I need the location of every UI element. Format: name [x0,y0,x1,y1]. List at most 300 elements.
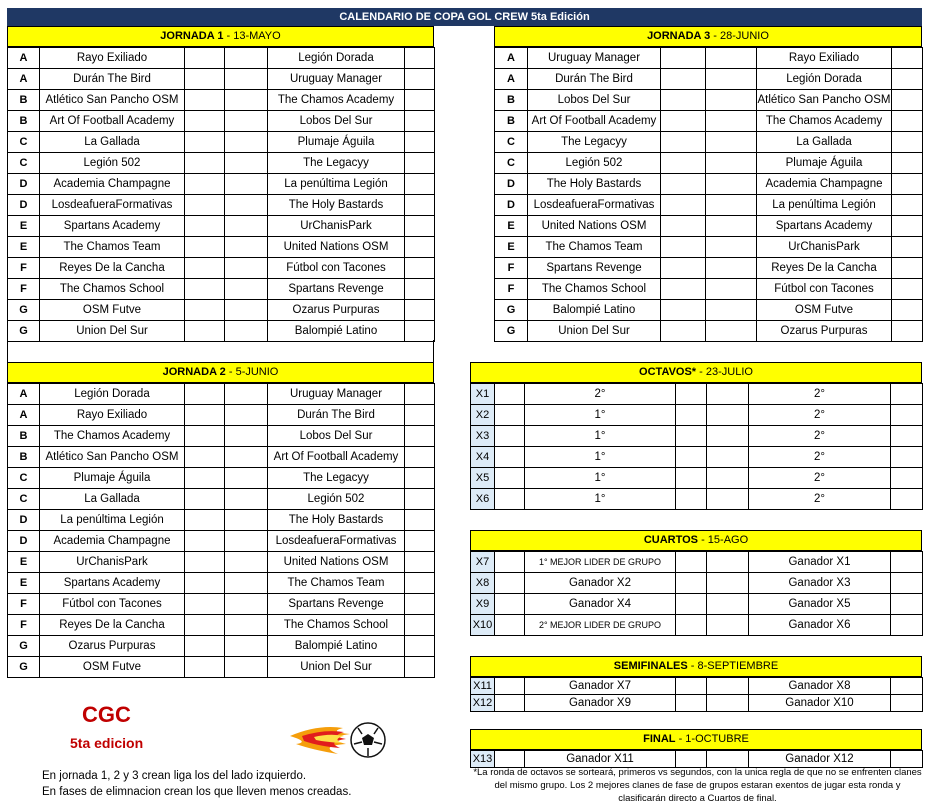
home-score [185,258,225,279]
home-team: Art Of Football Academy [528,111,661,132]
score-2 [707,384,749,405]
extra-cell [892,132,923,153]
match-row [8,48,435,69]
score-1 [676,678,707,695]
away-team: Spartans Revenge [268,594,405,615]
home-score [185,216,225,237]
extra-cell [405,405,435,426]
extra-cell [405,636,435,657]
away-score [225,237,268,258]
group-letter: F [8,258,40,279]
match-id: X12 [471,695,495,712]
score-1 [676,468,707,489]
match-id: X3 [471,426,495,447]
group-letter: A [8,384,40,405]
score-2 [707,489,749,510]
home-team: The Legacyy [528,132,661,153]
home-score [185,510,225,531]
blank-cell [495,489,525,510]
home-score [661,90,706,111]
away-score [225,321,268,342]
slot-2: Ganador X6 [749,615,891,636]
home-score [661,48,706,69]
octavos-title: OCTAVOS* [639,366,697,378]
group-letter: B [8,426,40,447]
match-row [495,258,923,279]
group-letter: A [8,69,40,90]
home-team: The Holy Bastards [528,174,661,195]
match-row [8,657,435,678]
blank-cell [495,384,525,405]
match-row [8,195,435,216]
away-score [225,636,268,657]
knockout-row [471,695,923,712]
match-row [8,300,435,321]
octavos-table [470,383,923,510]
score-2 [707,594,749,615]
knockout-row [471,447,923,468]
group-letter: C [8,132,40,153]
home-team: LosdeafueraFormativas [528,195,661,216]
match-row [495,132,923,153]
match-row [495,174,923,195]
semis-date: - 8-SEPTIEMBRE [687,660,779,672]
away-team: The Chamos Academy [757,111,892,132]
away-team: Balompié Latino [268,321,405,342]
home-team: Durán The Bird [40,69,185,90]
blank-cell [495,426,525,447]
home-score [185,111,225,132]
home-score [185,594,225,615]
home-score [185,657,225,678]
away-team: The Legacyy [268,468,405,489]
group-letter: B [495,111,528,132]
home-score [185,195,225,216]
home-score [185,384,225,405]
group-letter: C [495,153,528,174]
score-2 [707,468,749,489]
slot-1: 2° MEJOR LIDER DE GRUPO [525,615,676,636]
score-2 [707,615,749,636]
home-team: The Chamos Team [528,237,661,258]
away-team: The Chamos Team [268,573,405,594]
away-score [225,48,268,69]
home-team: La Gallada [40,489,185,510]
cuartos-date: - 15-AGO [698,534,749,546]
slot-1: 2° [525,384,676,405]
match-row [8,531,435,552]
extra-cell [892,216,923,237]
extra-cell [892,300,923,321]
away-score [225,300,268,321]
knockout-row [471,615,923,636]
home-team: Fútbol con Tacones [40,594,185,615]
away-team: The Holy Bastards [268,195,405,216]
slot-1: Ganador X11 [525,751,676,768]
knockout-row [471,751,923,768]
match-row [8,594,435,615]
match-row [495,279,923,300]
match-row [8,153,435,174]
logo-subtitle: 5ta edicion [70,735,144,751]
group-letter: C [8,153,40,174]
home-score [185,573,225,594]
slot-2: 2° [749,468,891,489]
blank-cell [891,695,923,712]
slot-1: 1° [525,405,676,426]
final-title: FINAL [643,733,676,745]
group-letter: E [8,552,40,573]
away-score [225,405,268,426]
slot-2: 2° [749,489,891,510]
extra-cell [892,237,923,258]
away-team: Atlético San Pancho OSM [757,90,892,111]
home-score [661,300,706,321]
away-team: The Chamos Academy [268,90,405,111]
logo-title: CGC [82,702,131,727]
group-letter: E [8,237,40,258]
blank-cell [891,594,923,615]
home-team: United Nations OSM [528,216,661,237]
slot-1: 1° [525,468,676,489]
home-score [661,153,706,174]
away-team: La penúltima Legión [757,195,892,216]
group-letter: F [8,594,40,615]
away-team: LosdeafueraFormativas [268,531,405,552]
away-score [225,594,268,615]
away-team: United Nations OSM [268,552,405,573]
away-team: Art Of Football Academy [268,447,405,468]
match-row [8,552,435,573]
home-team: The Chamos Team [40,237,185,258]
score-2 [707,573,749,594]
match-row [495,90,923,111]
home-score [185,279,225,300]
away-score [706,300,757,321]
home-score [185,468,225,489]
jornada-2-header [7,362,434,383]
knockout-row [471,468,923,489]
home-team: Plumaje Águila [40,468,185,489]
away-score [225,384,268,405]
score-1 [676,489,707,510]
away-score [225,111,268,132]
extra-cell [892,153,923,174]
away-team: Lobos Del Sur [268,111,405,132]
match-id: X5 [471,468,495,489]
home-team: Academia Champagne [40,531,185,552]
blank-cell [495,573,525,594]
blank-cell [891,405,923,426]
away-score [706,216,757,237]
group-letter: D [495,195,528,216]
away-score [706,258,757,279]
group-letter: F [8,615,40,636]
away-team: United Nations OSM [268,237,405,258]
home-score [185,636,225,657]
home-score [185,447,225,468]
blank-cell [495,405,525,426]
group-letter: B [8,90,40,111]
home-team: Ozarus Purpuras [40,636,185,657]
away-score [225,468,268,489]
home-team: Spartans Academy [40,573,185,594]
away-team: Legión Dorada [757,69,892,90]
extra-cell [405,510,435,531]
match-row [8,573,435,594]
match-id: X8 [471,573,495,594]
final-header [470,729,922,750]
match-row [8,489,435,510]
home-score [185,615,225,636]
blank-cell [495,695,525,712]
slot-2: 2° [749,426,891,447]
score-1 [676,426,707,447]
home-team: Uruguay Manager [528,48,661,69]
away-score [706,237,757,258]
extra-cell [405,69,435,90]
extra-cell [892,111,923,132]
extra-cell [405,552,435,573]
score-1 [676,447,707,468]
blank-cell [495,552,525,573]
home-team: Union Del Sur [40,321,185,342]
group-letter: E [8,216,40,237]
away-team: Rayo Exiliado [757,48,892,69]
score-2 [707,695,749,712]
match-row [495,195,923,216]
home-score [185,300,225,321]
octavos-header [470,362,922,383]
match-row [8,216,435,237]
blank-cell [891,552,923,573]
away-score [706,321,757,342]
away-score [225,531,268,552]
blank-cell [495,447,525,468]
slot-2: Ganador X12 [749,751,891,768]
extra-cell [405,447,435,468]
home-team: Academia Champagne [40,174,185,195]
away-score [225,258,268,279]
score-2 [707,405,749,426]
match-row [8,258,435,279]
score-1 [676,552,707,573]
blank-cell [495,615,525,636]
extra-cell [405,657,435,678]
home-score [185,489,225,510]
extra-cell [405,132,435,153]
match-row [8,384,435,405]
away-team: Plumaje Águila [268,132,405,153]
slot-2: 2° [749,405,891,426]
score-1 [676,384,707,405]
knockout-row [471,678,923,695]
home-team: Rayo Exiliado [40,48,185,69]
home-score [185,132,225,153]
extra-cell [405,300,435,321]
home-team: Legión 502 [528,153,661,174]
away-score [225,573,268,594]
spacer-frame [7,340,434,362]
extra-cell [405,531,435,552]
match-row [495,237,923,258]
score-2 [707,447,749,468]
match-id: X2 [471,405,495,426]
group-letter: A [495,69,528,90]
note-right: *La ronda de octavos se sorteará, primeros vs segundos, con la unica regla de que no se enfrenten clanes del mismo grupo. Los 2 mejores clanes de fase de grupos estaran exentos de jugar esta ronda y clasificarán directo a Cuartos de final. [473,767,922,804]
semis-title: SEMIFINALES [613,660,688,672]
home-team: Reyes De la Cancha [40,258,185,279]
match-id: X7 [471,552,495,573]
match-row [8,132,435,153]
group-letter: D [495,174,528,195]
away-team: OSM Futve [757,300,892,321]
extra-cell [892,90,923,111]
group-letter: A [8,48,40,69]
home-team: Reyes De la Cancha [40,615,185,636]
match-row [495,111,923,132]
semis-table [470,677,923,712]
extra-cell [405,279,435,300]
away-score [706,111,757,132]
jornada-1-table [7,47,435,342]
extra-cell [892,279,923,300]
away-team: La Gallada [757,132,892,153]
slot-1: 1° [525,426,676,447]
group-letter: B [8,111,40,132]
away-score [225,489,268,510]
slot-2: Ganador X3 [749,573,891,594]
home-score [661,195,706,216]
home-score [185,531,225,552]
home-score [185,321,225,342]
away-team: UrChanisPark [757,237,892,258]
cuartos-table [470,551,923,636]
jornada-1-title: JORNADA 1 [160,30,224,42]
extra-cell [405,321,435,342]
knockout-row [471,594,923,615]
home-team: Atlético San Pancho OSM [40,447,185,468]
match-row [8,321,435,342]
away-team: Uruguay Manager [268,69,405,90]
final-date: - 1-OCTUBRE [675,733,749,745]
slot-2: Ganador X5 [749,594,891,615]
home-team: Legión 502 [40,153,185,174]
away-score [225,132,268,153]
home-score [185,552,225,573]
knockout-row [471,384,923,405]
blank-cell [891,678,923,695]
home-score [661,237,706,258]
jornada-3-table [494,47,923,342]
home-score [661,216,706,237]
blank-cell [495,468,525,489]
away-team: Union Del Sur [268,657,405,678]
away-team: UrChanisPark [268,216,405,237]
away-score [706,132,757,153]
home-team: Atlético San Pancho OSM [40,90,185,111]
match-row [8,636,435,657]
extra-cell [405,594,435,615]
score-1 [676,615,707,636]
home-team: Spartans Revenge [528,258,661,279]
away-team: Lobos Del Sur [268,426,405,447]
away-team: Ozarus Purpuras [268,300,405,321]
score-2 [707,426,749,447]
match-row [495,153,923,174]
home-score [661,111,706,132]
match-row [495,216,923,237]
home-score [185,405,225,426]
group-letter: G [495,300,528,321]
slot-2: Ganador X1 [749,552,891,573]
away-team: Fútbol con Tacones [757,279,892,300]
slot-1: Ganador X7 [525,678,676,695]
group-letter: D [8,531,40,552]
jornada-3-header [494,26,922,47]
group-letter: E [495,237,528,258]
away-score [225,657,268,678]
group-letter: E [495,216,528,237]
away-score [706,279,757,300]
home-team: Rayo Exiliado [40,405,185,426]
group-letter: C [8,468,40,489]
group-letter: A [8,405,40,426]
blank-cell [891,489,923,510]
slot-2: 2° [749,384,891,405]
away-team: Legión 502 [268,489,405,510]
jornada-3-title: JORNADA 3 [647,30,711,42]
group-letter: C [495,132,528,153]
away-team: The Holy Bastards [268,510,405,531]
away-score [225,195,268,216]
home-score [185,90,225,111]
score-1 [676,695,707,712]
group-letter: D [8,195,40,216]
blank-cell [495,678,525,695]
home-score [661,132,706,153]
away-team: Ozarus Purpuras [757,321,892,342]
match-id: X1 [471,384,495,405]
jornada-3-date: - 28-JUNIO [710,30,769,42]
blank-cell [891,447,923,468]
match-row [8,405,435,426]
away-score [225,174,268,195]
knockout-row [471,489,923,510]
home-team: The Chamos School [40,279,185,300]
blank-cell [891,573,923,594]
note-left-line-2: En fases de elimnacion crean los que lleven menos creadas. [42,786,352,798]
note-left-line-1: En jornada 1, 2 y 3 crean liga los del lado izquierdo. [42,770,307,782]
group-letter: C [8,489,40,510]
extra-cell [892,69,923,90]
home-team: The Chamos School [528,279,661,300]
octavos-date: - 23-JULIO [696,366,753,378]
score-1 [676,573,707,594]
cuartos-header [470,530,922,551]
home-score [661,258,706,279]
extra-cell [405,48,435,69]
extra-cell [405,384,435,405]
away-team: Plumaje Águila [757,153,892,174]
match-row [8,279,435,300]
extra-cell [405,153,435,174]
away-score [225,426,268,447]
home-team: La penúltima Legión [40,510,185,531]
group-letter: G [495,321,528,342]
knockout-row [471,573,923,594]
knockout-row [471,405,923,426]
